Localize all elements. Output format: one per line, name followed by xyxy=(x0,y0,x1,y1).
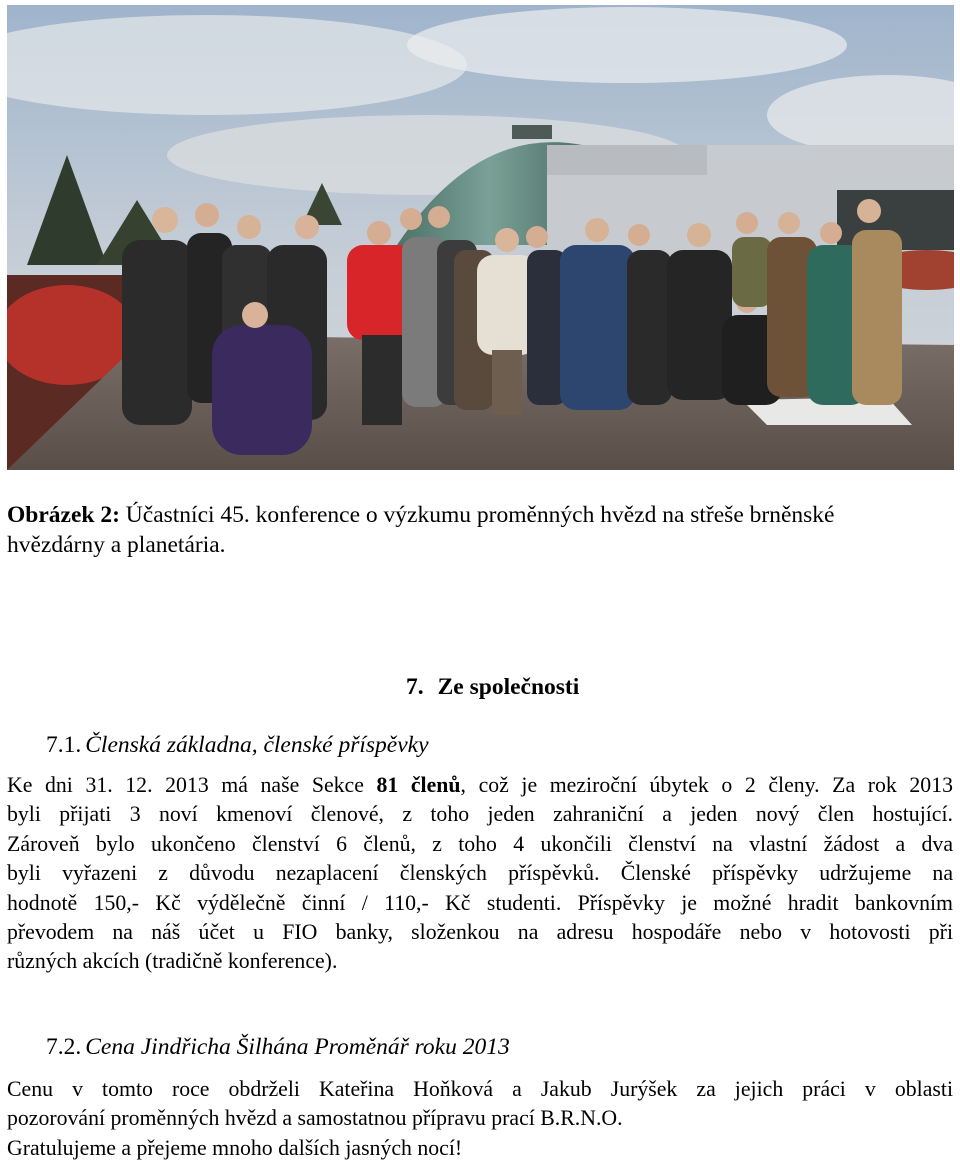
caption-text-line2: hvězdárny a planetária. xyxy=(7,532,226,558)
paragraph-line: různých akcích (tradičně konference). xyxy=(7,949,338,974)
paragraph-line: Zároveň bylo ukončeno členství 6 členů, z toho 4 ukončili členství na vlastní žádost a dva xyxy=(7,831,953,856)
figure-label: Obrázek 2: xyxy=(7,502,120,528)
section-7-2-heading xyxy=(46,1034,510,1061)
section-7-1-number: 7.1. xyxy=(46,732,82,758)
paragraph-line: Gratulujeme a přejeme mnoho dalších jasných nocí! xyxy=(7,1135,463,1160)
member-count: 81 členů xyxy=(376,773,461,797)
paragraph-line: byli vyřazeni z důvodu nezaplacení členských příspěvků. Členské příspěvky udržujeme na xyxy=(7,861,953,886)
group-photo xyxy=(7,5,954,470)
section-7-1-paragraph xyxy=(7,771,953,977)
section-7-1-heading xyxy=(46,732,429,759)
section-7-number: 7. xyxy=(406,674,424,700)
caption-text-line1: Účastníci 45. konference o výzkumu proměnných hvězd na střeše brněnské xyxy=(119,502,835,528)
paragraph-line: Cenu v tomto roce obdrželi Kateřina Hoňková a Jakub Jurýšek za jejich práci v oblasti xyxy=(7,1077,953,1101)
paragraph-line: převodem na náš účet u FIO banky, složenkou na adresu hospodáře nebo v hotovosti při xyxy=(7,920,953,945)
section-7-heading xyxy=(406,674,579,701)
paragraph-line: byli přijati 3 noví kmenoví členové, z toho jeden zahraniční a jeden nový člen hostující. xyxy=(7,802,953,827)
section-7-2-number: 7.2. xyxy=(46,1034,82,1060)
paragraph-line: hodnotě 150,- Kč výdělečně činní / 110,- Kč studenti. Příspěvky je možné hradit bankovním xyxy=(7,890,953,915)
section-7-2-paragraph xyxy=(7,1075,953,1163)
section-7-title: Ze společnosti xyxy=(437,674,580,700)
section-7-1-title: Členská základna, členské příspěvky xyxy=(85,732,429,758)
paragraph-line: Ke dni 31. 12. 2013 má naše Sekce 81 členů, což je meziroční úbytek o 2 členy. Za rok 2013 xyxy=(7,773,953,797)
paragraph-line: pozorování proměnných hvězd a samostatnou přípravu prací B.R.N.O. xyxy=(7,1106,623,1131)
figure-caption xyxy=(7,500,953,560)
section-7-2-title: Cena Jindřicha Šilhána Proměnář roku 2013 xyxy=(85,1034,510,1060)
